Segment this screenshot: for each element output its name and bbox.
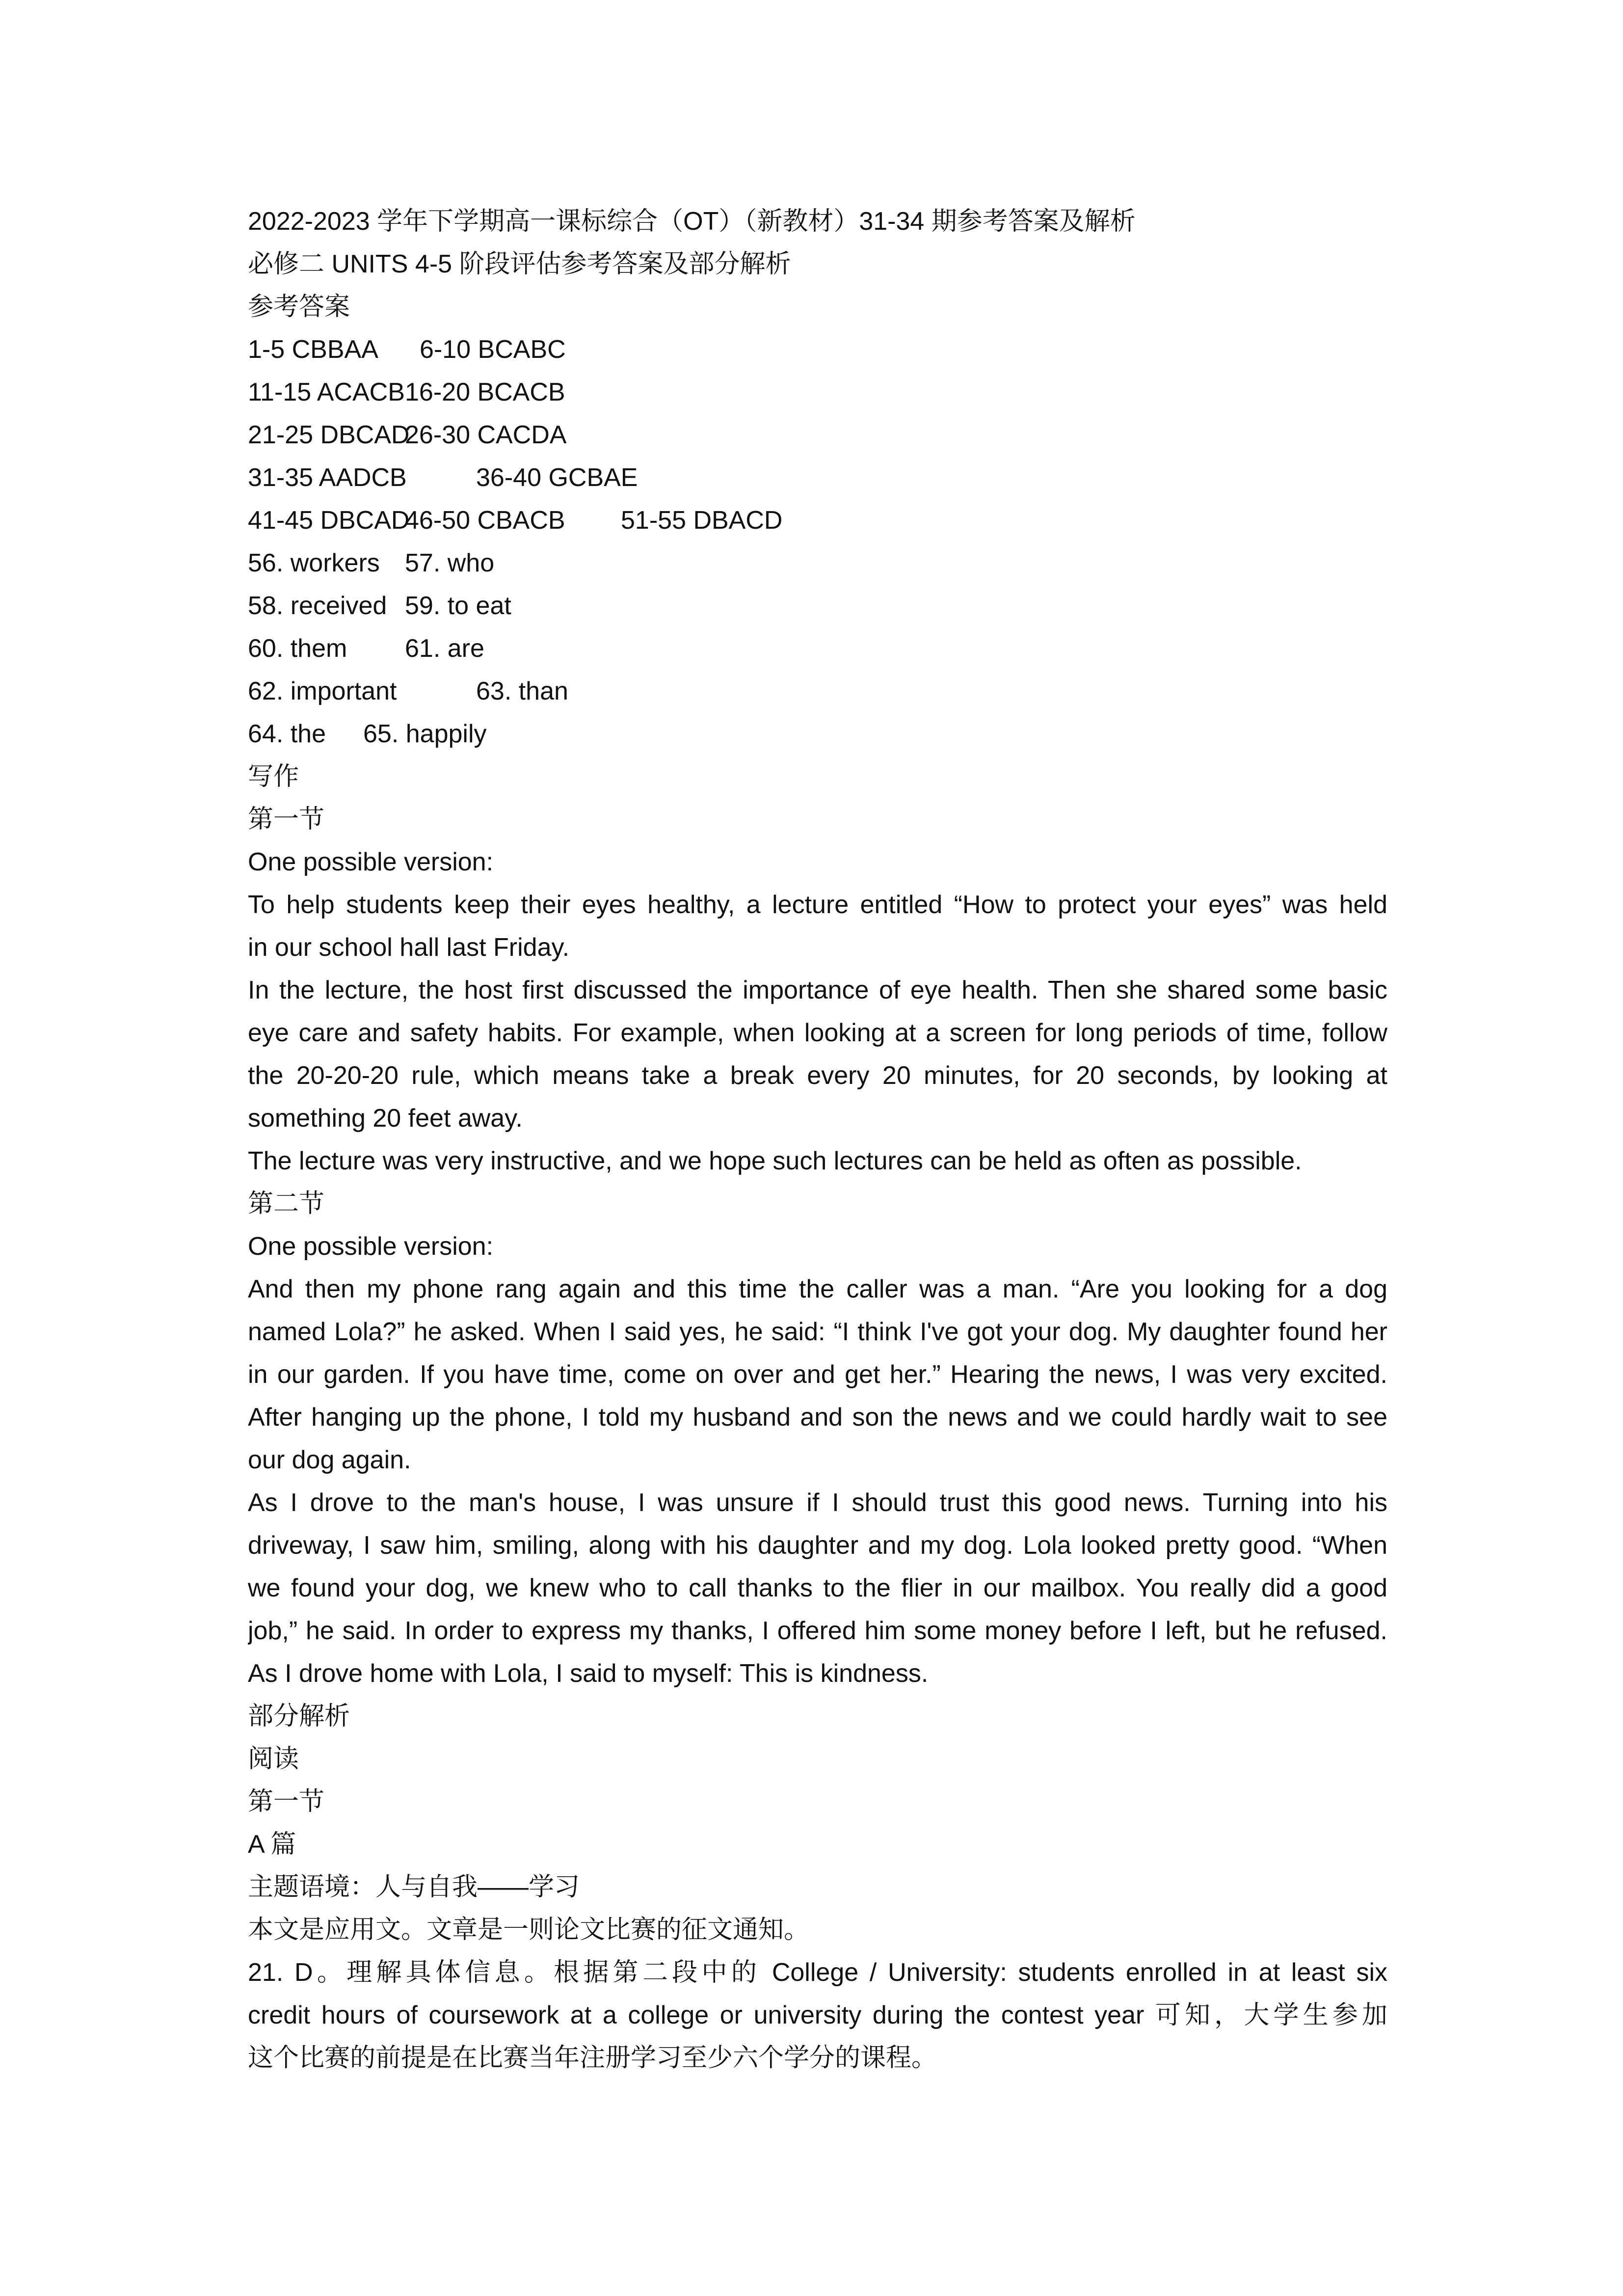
theme-context: 主题语境：人与自我——学习 bbox=[248, 1873, 580, 1901]
text-line: 21. D。理解具体信息。根据第二段中的 College / University: students enrolled in at least six bbox=[248, 1958, 1387, 1987]
fill-answer: 57. who bbox=[405, 549, 495, 577]
text-line: we found your dog, we knew who to call thanks to the flier in our mailbox. You really did a good bbox=[248, 1574, 1387, 1602]
mc-answer-block bbox=[248, 328, 1387, 542]
mc-answer: 11-15 ACACB bbox=[248, 378, 405, 406]
mc-answer: 21-25 DBCAD bbox=[248, 421, 410, 449]
text-line: To help students keep their eyes healthy, a lecture entitled “How to protect your eyes” was held bbox=[248, 891, 1387, 919]
text-line: 这个比赛的前提是在比赛当年注册学习至少六个学分的课程。 bbox=[248, 2044, 937, 2072]
version-label: One possible version: bbox=[248, 848, 494, 876]
fill-answer: 59. to eat bbox=[405, 592, 511, 620]
text-line: eye care and safety habits. For example, when looking at a screen for long periods of time, follow bbox=[248, 1019, 1387, 1047]
fill-answer-row bbox=[248, 585, 1387, 627]
text-line: job,” he said. In order to express my thanks, I offered him some money before I left, but he refused. bbox=[248, 1617, 1387, 1645]
mc-answer: 6-10 BCABC bbox=[420, 335, 566, 364]
passage-summary: 本文是应用文。文章是一则论文比赛的征文通知。 bbox=[248, 1916, 810, 1944]
text-line: In the lecture, the host first discussed the importance of eye health. Then she shared some basic bbox=[248, 976, 1387, 1004]
fill-answer: 65. happily bbox=[363, 720, 487, 748]
mc-answer: 1-5 CBBAA bbox=[248, 335, 378, 364]
section-heading: 第二节 bbox=[248, 1189, 325, 1218]
document-title: 2022-2023 学年下学期高一课标综合（OT）（新教材）31-34 期参考答案及解析 bbox=[248, 207, 1136, 236]
text-line: As I drove home with Lola, I said to myself: This is kindness. bbox=[248, 1659, 929, 1688]
document-subtitle: 必修二 UNITS 4-5 阶段评估参考答案及部分解析 bbox=[248, 250, 791, 278]
mc-answer-row bbox=[248, 414, 1387, 457]
text-line: driveway, I saw him, smiling, along with his daughter and my dog. Lola looked pretty good. “When bbox=[248, 1531, 1387, 1560]
reading-heading: 阅读 bbox=[248, 1745, 299, 1773]
mc-answer-row bbox=[248, 457, 1387, 499]
essay-section-2 bbox=[248, 1268, 1387, 1695]
fill-answer: 58. received bbox=[248, 592, 387, 620]
text-line: After hanging up the phone, I told my husband and son the news and we could hardly wait to see bbox=[248, 1403, 1387, 1432]
document-page bbox=[248, 200, 1387, 2080]
text-line: named Lola?” he asked. When I said yes, he said: “I think I've got your dog. My daughter found her bbox=[248, 1318, 1387, 1346]
text-line: in our school hall last Friday. bbox=[248, 933, 570, 962]
mc-answer-row bbox=[248, 371, 1387, 414]
passage-heading: A 篇 bbox=[248, 1830, 296, 1859]
mc-answer: 46-50 CBACB bbox=[405, 506, 565, 535]
essay-section-1 bbox=[248, 884, 1387, 1183]
fill-answer-row bbox=[248, 627, 1387, 670]
text-line: something 20 feet away. bbox=[248, 1104, 523, 1133]
fill-answer-row bbox=[248, 542, 1387, 585]
mc-answer-row bbox=[248, 328, 1387, 371]
fill-answer: 63. than bbox=[476, 677, 568, 705]
text-line: our dog again. bbox=[248, 1446, 411, 1474]
text-line: And then my phone rang again and this time the caller was a man. “Are you looking for a dog bbox=[248, 1275, 1387, 1303]
fill-answer-row bbox=[248, 670, 1387, 713]
mc-answer: 36-40 GCBAE bbox=[476, 463, 638, 492]
writing-heading: 写作 bbox=[248, 762, 299, 791]
fill-answer: 61. are bbox=[405, 634, 484, 663]
text-line: credit hours of coursework at a college or university during the contest year 可知，大学生参加 bbox=[248, 2001, 1387, 2029]
mc-answer: 41-45 DBCAD bbox=[248, 506, 410, 535]
section-heading: 第一节 bbox=[248, 1787, 325, 1816]
fill-answer: 64. the bbox=[248, 720, 326, 748]
text-line: in our garden. If you have time, come on over and get her.” Hearing the news, I was very excited. bbox=[248, 1360, 1387, 1389]
version-label: One possible version: bbox=[248, 1232, 494, 1261]
text-line: the 20-20-20 rule, which means take a break every 20 minutes, for 20 seconds, by looking at bbox=[248, 1061, 1387, 1090]
mc-answer: 16-20 BCACB bbox=[405, 378, 565, 406]
question-21-explanation bbox=[248, 1951, 1387, 2080]
analysis-heading: 部分解析 bbox=[248, 1702, 350, 1730]
fill-answer: 60. them bbox=[248, 634, 347, 663]
mc-answer: 31-35 AADCB bbox=[248, 463, 407, 492]
answers-heading: 参考答案 bbox=[248, 293, 350, 321]
mc-answer: 26-30 CACDA bbox=[405, 421, 567, 449]
fill-answer: 62. important bbox=[248, 677, 397, 705]
mc-answer-row bbox=[248, 499, 1387, 542]
mc-answer: 51-55 DBACD bbox=[621, 506, 783, 535]
section-heading: 第一节 bbox=[248, 805, 325, 834]
fill-answer-block bbox=[248, 542, 1387, 756]
fill-answer: 56. workers bbox=[248, 549, 380, 577]
text-line: The lecture was very instructive, and we hope such lectures can be held as often as possible. bbox=[248, 1147, 1302, 1175]
text-line: As I drove to the man's house, I was unsure if I should trust this good news. Turning into his bbox=[248, 1488, 1387, 1517]
fill-answer-row bbox=[248, 713, 1387, 756]
